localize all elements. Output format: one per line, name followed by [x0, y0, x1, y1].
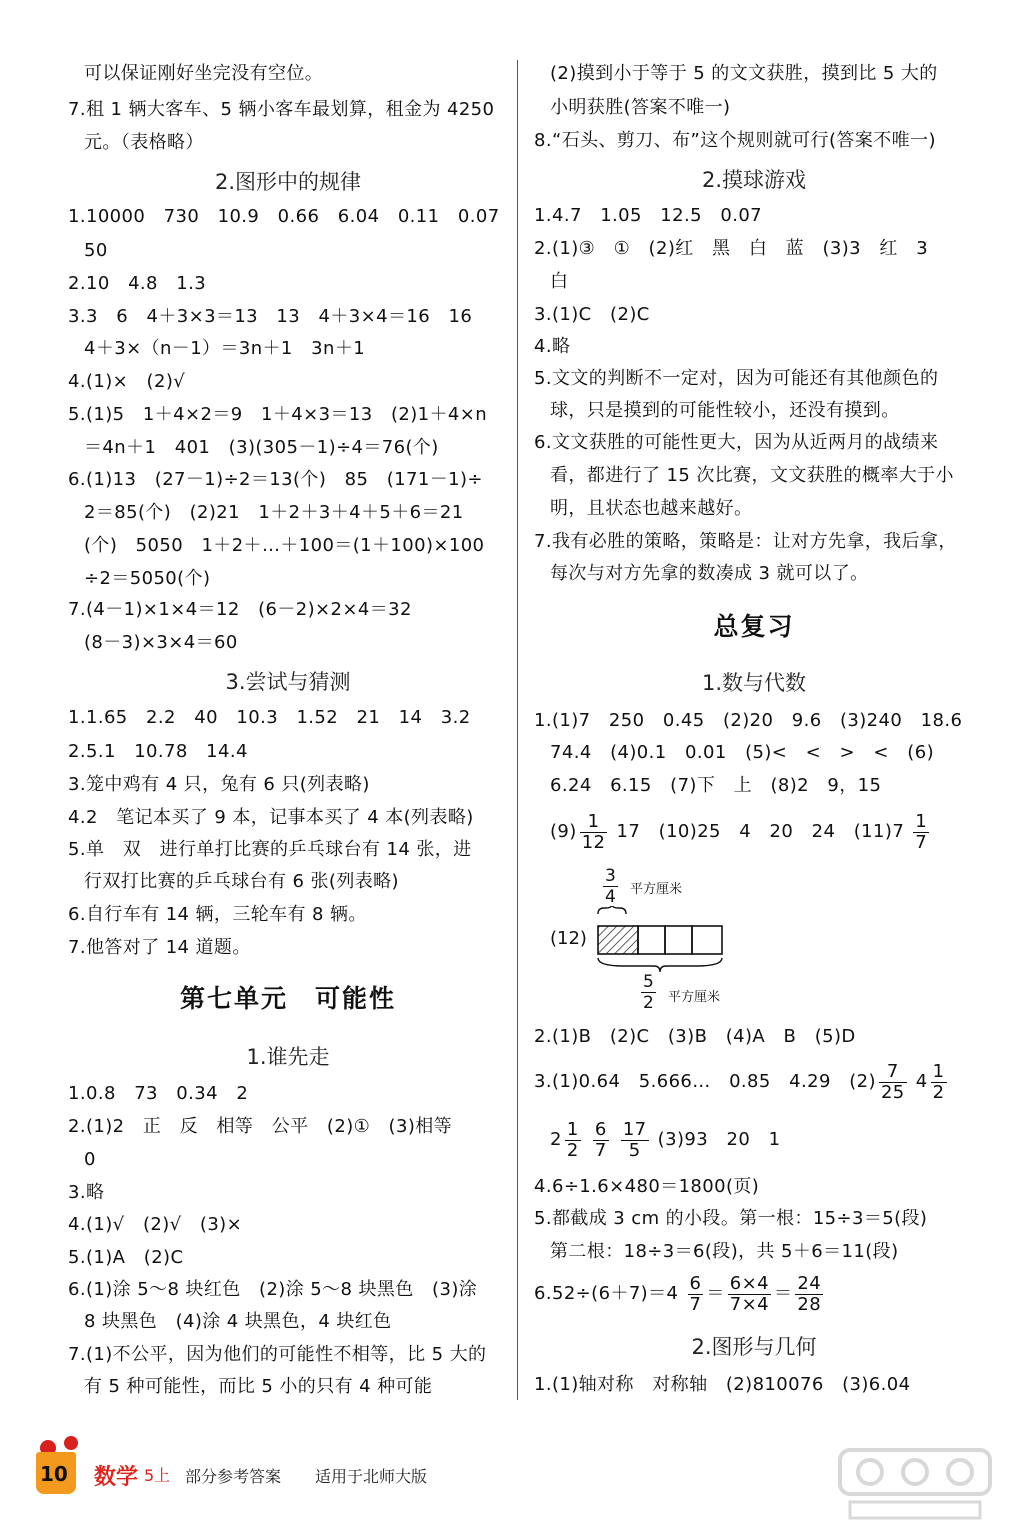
fraction [931, 1062, 947, 1103]
section-heading: 3.尝试与猜测 [225, 670, 351, 694]
fraction [641, 972, 656, 1013]
fraction [688, 1274, 704, 1315]
text-line: 第二根：18÷3＝6(段)，共 5＋6＝11(段) [550, 1241, 899, 1262]
fraction [879, 1062, 907, 1103]
text-line: 7.我有必胜的策略，策略是：让对方先拿，我后拿， [534, 531, 957, 552]
text-line: 2.5.1 10.78 14.4 [68, 741, 248, 762]
footer-subject: 数学 [94, 1465, 139, 1490]
figure-label: (12) [550, 928, 587, 949]
numerator: 1 [580, 812, 608, 833]
text-line: 6.文文获胜的可能性更大，因为从近两月的战绩来 [534, 432, 939, 453]
numerator: 7 [879, 1062, 907, 1083]
numerator: 5 [643, 972, 654, 992]
text-line-with-fractions [550, 1118, 780, 1162]
text-line-with-fractions [550, 810, 932, 854]
watermark-logo-icon [830, 1440, 1000, 1530]
denominator: 28 [797, 1293, 822, 1315]
text-span: 3.(1)0.64 5.666… 0.85 4.29 (2) [534, 1071, 876, 1092]
footer-edition: 适用于北师大版 [315, 1467, 428, 1486]
unit-label: 平方厘米 [668, 990, 721, 1005]
text-line: 1.(1)轴对称 对称轴 (2)810076 (3)6.04 [534, 1374, 911, 1395]
text-span: 17 (10)25 4 20 24 (11)7 [616, 821, 905, 842]
text-line: 1.4.7 1.05 12.5 0.07 [534, 205, 763, 226]
text-line: 7.他答对了 14 道题。 [68, 937, 251, 958]
numerator: 17 [622, 1118, 647, 1140]
text-line: 球，只是摸到的可能性较小，还没有摸到。 [550, 400, 900, 421]
text-line: 6.自行车有 14 辆，三轮车有 8 辆。 [68, 904, 367, 925]
text-span: ＝ [706, 1283, 725, 1304]
text-line: 5.都截成 3 cm 的小段。第一根：15÷3＝5(段) [534, 1208, 928, 1229]
fraction [913, 812, 929, 853]
text-line: 3.笼中鸡有 4 只，兔有 6 只(列表略) [68, 774, 370, 795]
footer-label: 部分参考答案 [185, 1467, 282, 1486]
denominator: 7 [594, 1139, 607, 1161]
text-line-with-fractions [534, 1272, 826, 1316]
denominator: 2 [643, 993, 654, 1013]
denominator: 7 [689, 1293, 702, 1315]
text-line: 4.略 [534, 336, 571, 357]
section-heading: 1.谁先走 [246, 1045, 330, 1069]
area-bar-diagram [594, 906, 734, 976]
text-line: 行双打比赛的乒乓球台有 6 张(列表略) [84, 871, 399, 892]
text-line: 白 [550, 271, 569, 292]
text-line: 50 [84, 240, 108, 261]
section-heading: 1.数与代数 [701, 671, 807, 695]
unit-heading: 第七单元 可能性 [179, 984, 396, 1013]
text-line: 74.4 (4)0.1 0.01 (5)< < > < (6) [550, 742, 935, 763]
text-line: 2.(1)③ ① (2)红 黑 白 蓝 (3)3 红 3 [534, 238, 929, 259]
denominator: 2 [932, 1081, 945, 1103]
numerator: 24 [797, 1272, 822, 1294]
text-line: (8－3)×3×4＝60 [84, 632, 238, 653]
text-line: ＝4n＋1 401 (3)(305－1)÷4＝76(个) [84, 437, 439, 458]
denominator: 5 [628, 1139, 641, 1161]
text-line: 3.3 6 4＋3×3＝13 13 4＋3×4＝16 16 [68, 306, 473, 327]
denominator: 4 [605, 887, 616, 907]
text-span: (3)93 20 1 [657, 1129, 781, 1150]
denominator: 12 [581, 831, 606, 853]
fraction [728, 1274, 771, 1315]
text-line: 5.文文的判断不一定对，因为可能还有其他颜色的 [534, 368, 939, 389]
text-span: ＝ [773, 1283, 793, 1304]
fraction [565, 1120, 581, 1161]
column-divider [517, 60, 518, 1400]
text-line: 看，都进行了 15 次比赛，文文获胜的概率大于小 [550, 465, 954, 486]
text-line: (2)摸到小于等于 5 的文文获胜，摸到比 5 大的 [550, 63, 938, 84]
text-line: 5.(1)A (2)C [68, 1247, 184, 1268]
text-line: 明，且状态也越来越好。 [550, 498, 753, 519]
text-line: 7.租 1 辆大客车、5 辆小客车最划算，租金为 4250 [68, 99, 495, 120]
text-line: 3.略 [68, 1182, 105, 1203]
fraction [795, 1274, 823, 1315]
section-heading: 2.图形中的规律 [214, 170, 362, 194]
page-number: 10 [40, 1462, 68, 1486]
text-line: 7.(1)不公平，因为他们的可能性不相等，比 5 大的 [68, 1344, 487, 1365]
footer-grade: 5上 [144, 1466, 171, 1485]
text-line: 1.1.65 2.2 40 10.3 1.52 21 14 3.2 [68, 707, 471, 728]
fraction [580, 812, 608, 853]
numerator: 1 [915, 810, 928, 832]
text-line: 8 块黑色 (4)涂 4 块黑色，4 块红色 [84, 1311, 392, 1332]
text-line: 4.6÷1.6×480＝1800(页) [534, 1176, 760, 1197]
text-line: 2.(1)B (2)C (3)B (4)A B (5)D [534, 1026, 856, 1047]
text-line: 6.24 6.15 (7)下 上 (8)2 9，15 [550, 775, 882, 796]
denominator: 25 [880, 1081, 905, 1103]
text-line: 0 [84, 1149, 96, 1170]
text-line: 有 5 种可能性，而比 5 小的只有 4 种可能 [84, 1376, 433, 1397]
text-line: 4.(1)√ (2)√ (3)× [68, 1214, 243, 1235]
text-span: 6.52÷(6＋7)＝4 [534, 1283, 679, 1304]
text-span: (9) [550, 821, 577, 842]
text-line: 6.(1)13 (27－1)÷2＝13(个) 85 (171－1)÷ [68, 469, 483, 490]
text-line: 1.10000 730 10.9 0.66 6.04 0.11 0.07 [68, 206, 500, 227]
text-line: 7.(4－1)×1×4＝12 (6－2)×2×4＝32 [68, 599, 412, 620]
text-line: 5.单 双 进行单打比赛的乒乓球台有 14 张，进 [68, 839, 472, 860]
numerator: 6 [689, 1272, 702, 1294]
text-line: 8.“石头、剪刀、布”这个规则就可行(答案不唯一) [534, 130, 936, 151]
fraction [593, 1120, 609, 1161]
text-line: 4.2 笔记本买了 9 本，记事本买了 4 本(列表略) [68, 807, 474, 828]
text-line: 1.0.8 73 0.34 2 [68, 1083, 249, 1104]
text-span: 4 [915, 1071, 928, 1092]
text-line: 4＋3×（n－1）＝3n＋1 3n＋1 [84, 338, 366, 359]
text-line: 2.10 4.8 1.3 [68, 273, 207, 294]
text-line: 5.(1)5 1＋4×2＝9 1＋4×3＝13 (2)1＋4×n [68, 404, 488, 425]
text-line-with-fractions [534, 1060, 950, 1104]
text-line: 2＝85(个) (2)21 1＋2＋3＋4＋5＋6＝21 [84, 502, 464, 523]
text-span: 2 [550, 1129, 562, 1150]
text-line: 可以保证刚好坐完没有空位。 [84, 63, 324, 84]
text-line: 2.(1)2 正 反 相等 公平 (2)① (3)相等 [68, 1116, 453, 1137]
fraction [621, 1120, 649, 1161]
text-line: ÷2＝5050(个) [84, 568, 211, 589]
text-line: 3.(1)C (2)C [534, 304, 650, 325]
text-line: 6.(1)涂 5～8 块红色 (2)涂 5～8 块黑色 (3)涂 [68, 1279, 478, 1300]
unit-heading: 总复习 [713, 612, 795, 641]
denominator: 2 [566, 1139, 579, 1161]
section-heading: 2.摸球游戏 [701, 168, 807, 192]
text-line: 元。（表格略） [84, 132, 204, 153]
section-heading: 2.图形与几何 [691, 1335, 817, 1359]
text-line: (个) 5050 1＋2＋…＋100＝(1＋100)×100 [84, 535, 485, 556]
fraction [603, 866, 618, 907]
denominator: 7×4 [729, 1293, 769, 1315]
denominator: 7 [915, 831, 928, 853]
numerator: 1 [566, 1118, 579, 1140]
area-figure [550, 866, 750, 1016]
text-line: 1.(1)7 250 0.45 (2)20 9.6 (3)240 18.6 [534, 710, 963, 731]
numerator: 3 [605, 866, 616, 886]
text-line: 每次与对方先拿的数凑成 3 就可以了。 [550, 563, 869, 584]
text-line: 4.(1)× (2)√ [68, 371, 186, 392]
unit-label: 平方厘米 [630, 882, 683, 897]
logo-leaf-icon [64, 1436, 78, 1450]
numerator: 6×4 [729, 1272, 769, 1294]
numerator: 1 [932, 1060, 945, 1082]
text-line: 小明获胜(答案不唯一) [550, 97, 731, 118]
numerator: 6 [594, 1118, 607, 1140]
